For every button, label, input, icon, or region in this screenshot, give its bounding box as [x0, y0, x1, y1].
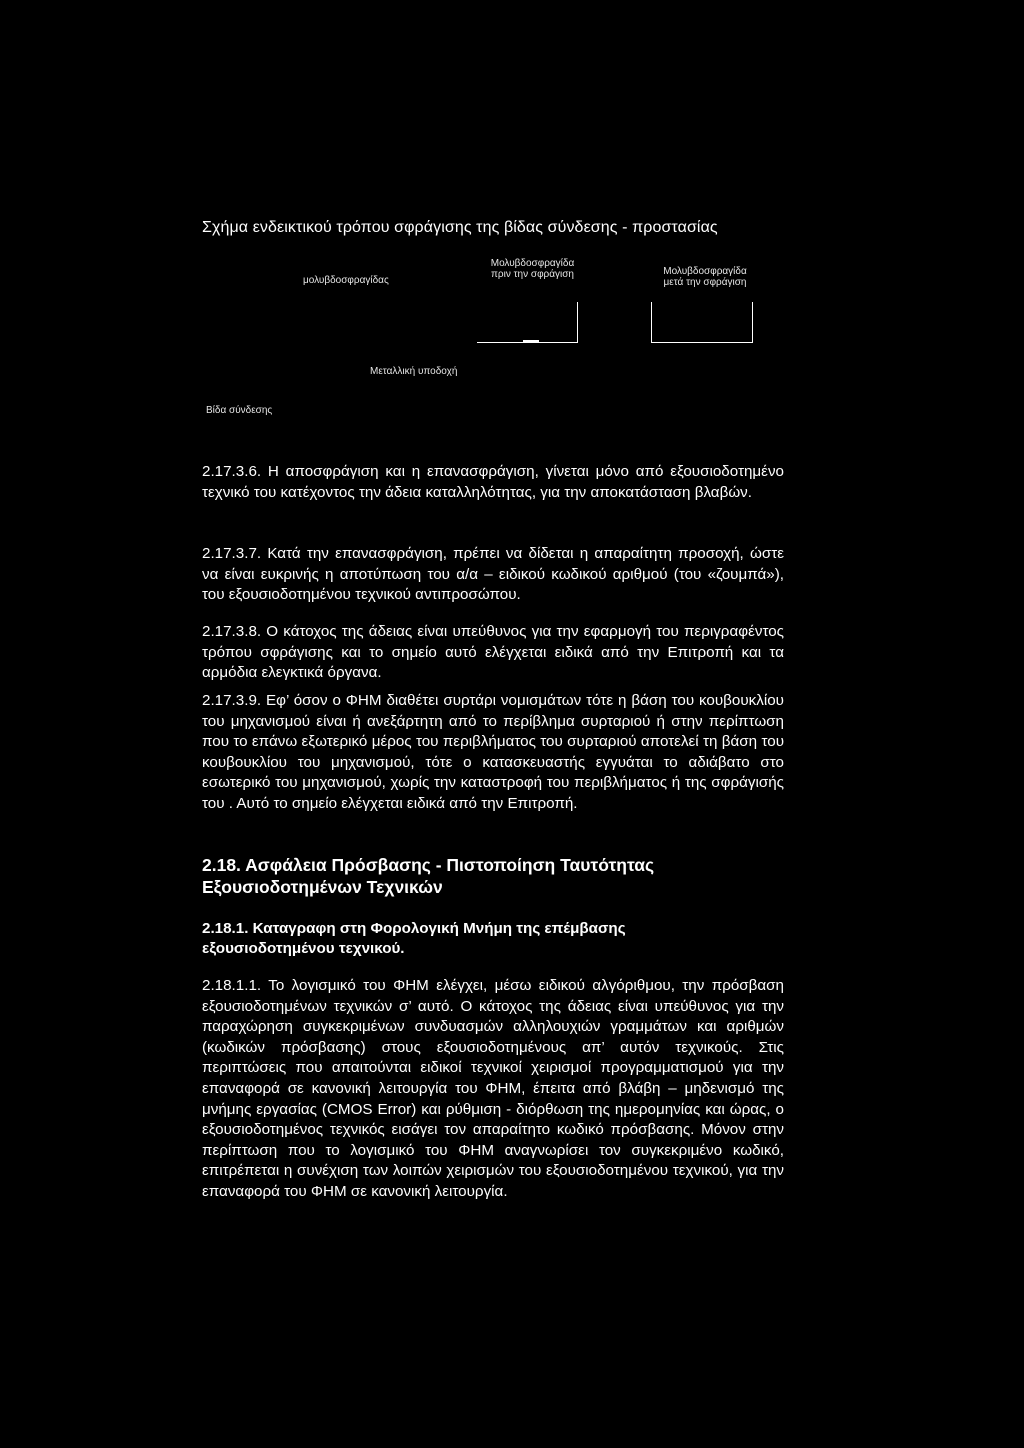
paragraph-2-17-3-7: 2.17.3.7. Κατά την επανασφράγιση, πρέπει να δίδεται η απαραίτητη προσοχή, ώστε να είναι ευκρινής η αποτύπωση του α/α – ειδικού κωδικού αριθμού (του «ζουμπά»), του εξουσιοδοτημένου τεχνικού αντιπροσώπου. [202, 545, 784, 604]
figure-caption: Σχήμα ενδεικτικού τρόπου σφράγισης της βίδας σύνδεσης - προστασίας [202, 219, 718, 236]
seal-before-bracket [477, 302, 578, 343]
label-seal-after: Μολυβδοσφραγίδα μετά την σφράγιση [663, 266, 747, 288]
section-heading-2-18: 2.18. Ασφάλεια Πρόσβασης - Πιστοποίηση Ταυτότητας Εξουσιοδοτημένων Τεχνικών [202, 855, 655, 897]
label-metal-socket: Μεταλλική υποδοχή [370, 366, 458, 377]
paragraph-2-17-3-6: 2.17.3.6. Η αποσφράγιση και η επανασφράγιση, γίνεται μόνο από εξουσιοδοτημένο τεχνικό του κατέχοντος την άδεια καταλληλότητας, για την αποκατάσταση βλαβών. [202, 463, 784, 501]
label-connection-screw: Βίδα σύνδεσης [206, 405, 273, 416]
paragraph-2-17-3-9: 2.17.3.9. Εφ’ όσον ο ΦΗΜ διαθέτει συρτάρι νομισμάτων τότε η βάση του κουβουκλίου του μηχανισμού είναι ή ανεξάρτητη από το περίβλημα συρταριού ή στην περίπτωση που το επάνω εξωτερικό μέρος του περιβλήματος του συρταριού αποτελεί τη βάση του κουβουκλίου του μηχανισμού, τότε ο κατασκευαστής εγγυάται το αδιάβατο στο εσωτερικό του μηχανισμού, χωρίς την καταστροφή του περιβλήματος ή της σφράγισής του . Αυτό το σημείο ελέγχεται ειδικά από την Επιτροπή. [202, 692, 784, 812]
label-seal-wire: μολυβδοσφραγίδας [303, 275, 389, 286]
paragraph-2-17-3-8: 2.17.3.8. Ο κάτοχος της άδειας είναι υπεύθυνος για την εφαρμογή του περιγραφέντος τρόπου σφράγισης και το σημείο αυτό ελέγχεται ειδικά από την Επιτροπή και τα αρμόδια ελεγκτικά όργανα. [202, 623, 784, 682]
paragraph-2-18-1-1: 2.18.1.1. Το λογισμικό του ΦΗΜ ελέγχει, μέσω ειδικού αλγόριθμου, την πρόσβαση εξουσιοδοτημένων τεχνικών σ’ αυτό. Ο κάτοχος της άδειας είναι υπεύθυνος για την παραχώρηση συγκεκριμένων συνδυασμών αλληλουχιών γραμμάτων και αριθμών (κωδικών πρόσβασης) στους εξουσιοδοτημένους απ’ αυτόν τεχνικούς. Στις περιπτώσεις που απαιτούνται ειδικοί τεχνικοί χειρισμοί προγραμματισμού για την επαναφορά σε κανονική λειτουργία του ΦΗΜ, έπειτα από βλάβη – μηδενισμό της μνήμης εργασίας (CMOS Error) και ρύθμιση - διόρθωση της ημερομηνίας και ώρας, ο εξουσιοδοτημένος τεχνικός εισάγει τον απαραίτητο κωδικό πρόσβασης. Μόνον στην περίπτωση που το λογισμικό του ΦΗΜ αναγνωρίσει τον συγκεκριμένο κωδικό, επιτρέπεται η συνέχιση των λοιπών χειρισμών του εξουσιοδοτημένου τεχνικού, για την επαναφορά του ΦΗΜ σε κανονική λειτουργία. [202, 977, 784, 1200]
seal-before-mark [523, 340, 539, 343]
subsection-heading-2-18-1: 2.18.1. Καταγραφη στη Φορολογική Μνήμη της επέμβασης εξουσιοδοτημένου τεχνικού. [202, 920, 626, 957]
label-seal-before: Μολυβδοσφραγίδα πριν την σφράγιση [490, 258, 575, 280]
seal-after-bracket [651, 302, 753, 343]
